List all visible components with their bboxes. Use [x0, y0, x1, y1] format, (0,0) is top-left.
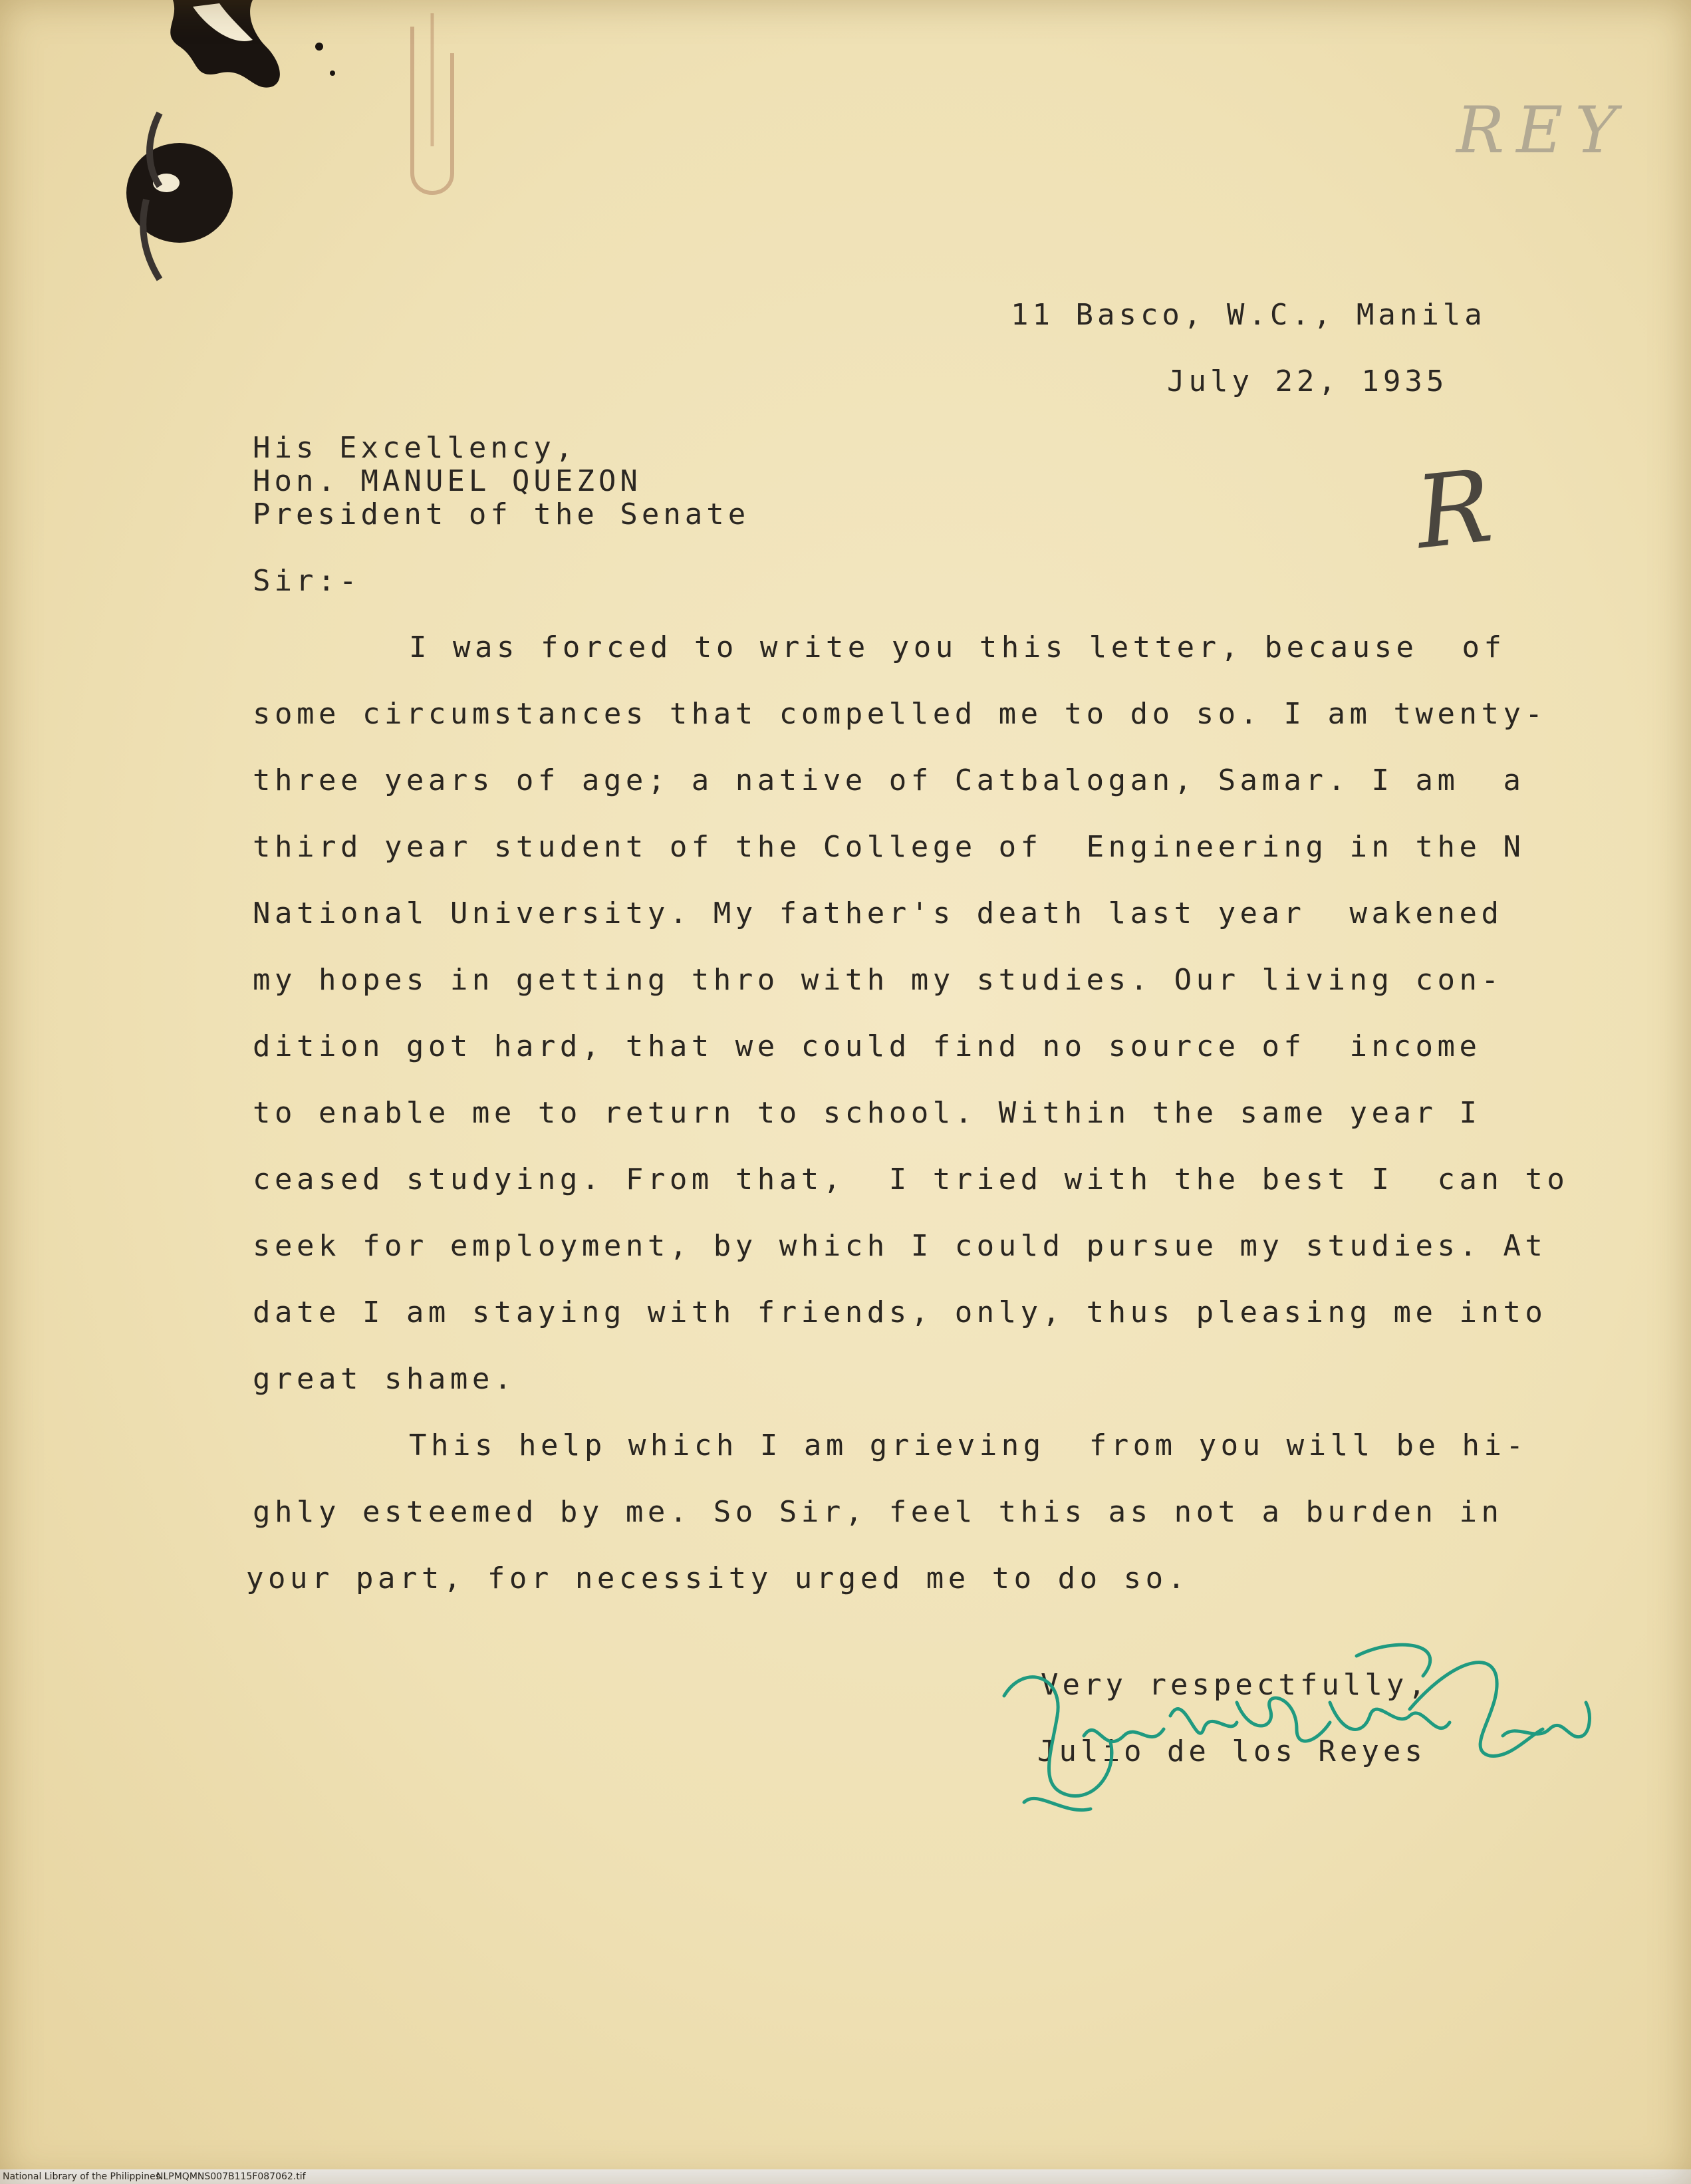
- recipient-line-3: President of the Senate: [253, 497, 750, 531]
- body-line: National University. My father's death last year wakened: [253, 896, 1503, 930]
- recipient-line-1: His Excellency,: [253, 431, 577, 465]
- body-line: I was forced to write you this letter, because of: [409, 630, 1506, 664]
- burn-stain-icon: [120, 0, 359, 319]
- body-line: your part, for necessity urged me to do so.: [246, 1562, 1190, 1595]
- closing: Very respectfully,: [1041, 1668, 1430, 1702]
- body-line: date I am staying with friends, only, thus pleasing me into: [253, 1296, 1547, 1329]
- recipient-line-2: Hon. MANUEL QUEZON: [253, 464, 642, 498]
- body-line: This help which I am grieving from you will be hi-: [409, 1429, 1528, 1462]
- body-line: seek for employment, by which I could pursue my studies. At: [253, 1229, 1547, 1263]
- body-line: ghly esteemed by me. So Sir, feel this as not a burden in: [253, 1495, 1503, 1529]
- body-line: to enable me to return to school. Within the same year I: [253, 1096, 1482, 1130]
- typed-signer-name: Julio de los Reyes: [1037, 1734, 1426, 1768]
- body-line: dition got hard, that we could find no source of income: [253, 1029, 1482, 1063]
- body-line: three years of age; a native of Catbalogan, Samar. I am a: [253, 763, 1525, 797]
- handwritten-signature: [984, 1636, 1609, 1822]
- archive-note: REY: [1456, 93, 1629, 168]
- footer-file-id: NLPMQMNS007B115F087062.tif: [156, 2171, 306, 2182]
- body-line: third year student of the College of Engineering in the N: [253, 830, 1525, 864]
- sender-address: 11 Basco, W.C., Manila: [1011, 298, 1486, 332]
- footer-institution: National Library of the Philippines: [3, 2171, 160, 2182]
- margin-mark: R: [1410, 448, 1497, 572]
- letter-date: July 22, 1935: [1167, 364, 1448, 398]
- body-line: my hopes in getting thro with my studies. Our living con-: [253, 963, 1503, 997]
- salutation: Sir:-: [253, 564, 361, 598]
- body-line: some circumstances that compelled me to do so. I am twenty-: [253, 697, 1547, 731]
- paperclip-stain-icon: [386, 13, 485, 213]
- body-line: great shame.: [253, 1362, 516, 1396]
- archive-footer: [0, 2169, 1691, 2184]
- body-line: ceased studying. From that, I tried with the best I can to: [253, 1162, 1569, 1196]
